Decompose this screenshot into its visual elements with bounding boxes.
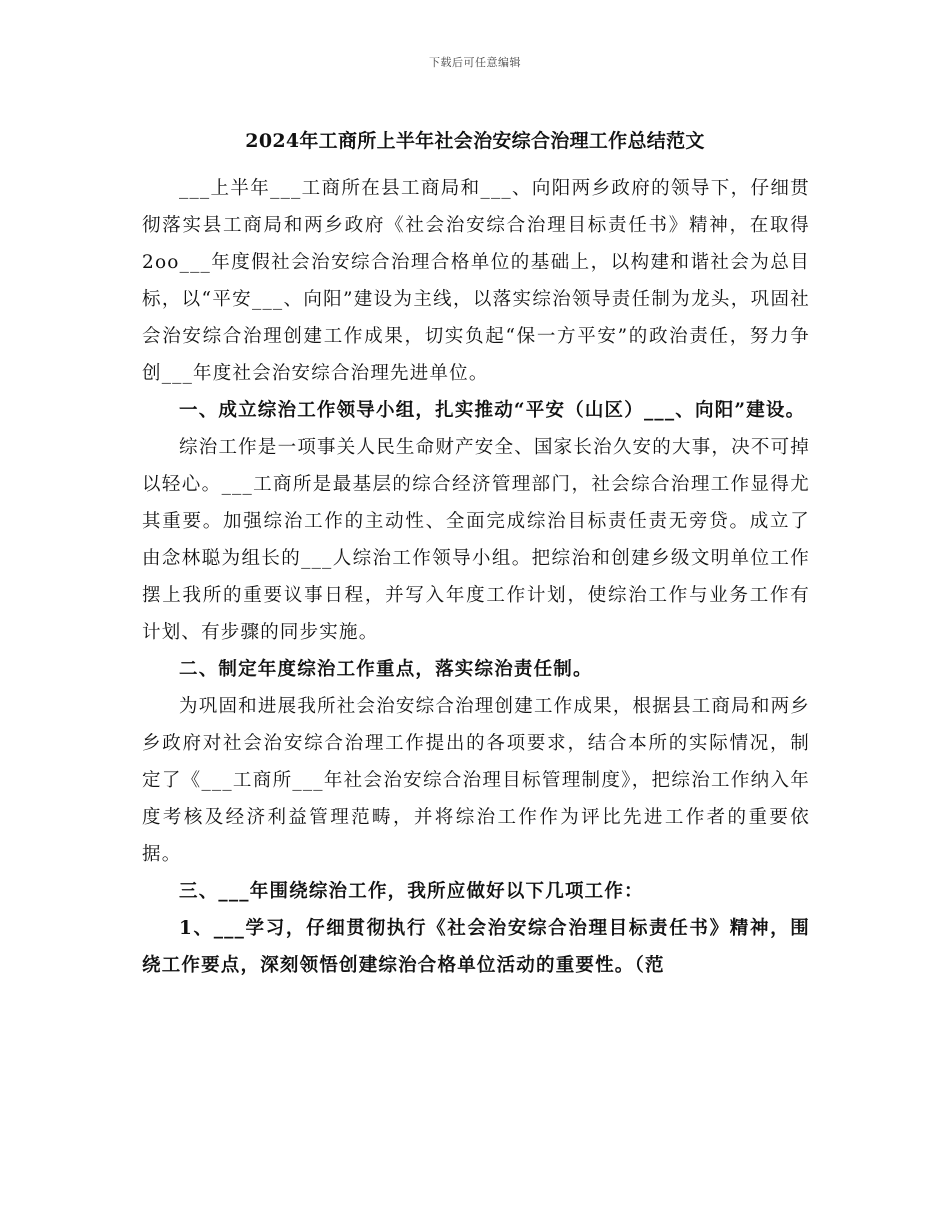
paragraph: ___上半年___工商所在县工商局和___、向阳两乡政府的领导下，仔细贯彻落实县工商局和两乡政府《社会治安综合治理目标责任书》精神，在取得2oo___年度假社会治安综合治理合格单位的基础上，以构建和谐社会为总目标，以“平安___、向阳”建设为主线，以落实综治领导责任制为龙头，巩固社会治安综合治理创建工作成果，切实负起“保一方平安”的政治责任，努力争创___年度社会治安综合治理先进单位。 [142,178,810,384]
document-body [142,170,810,984]
paragraph: 为巩固和进展我所社会治安综合治理创建工作成果，根据县工商局和两乡乡政府对社会治安综合治理工作提出的各项要求，结合本所的实际情况，制定了《___工商所___年社会治安综合治理目标管理制度》，把综治工作纳入年度考核及经济利益管理范畴，并将综治工作作为评比先进工作者的重要依据。 [142,696,810,865]
subsection-heading: 1、___学习，仔细贯彻执行《社会治安综合治理目标责任书》精神，围绕工作要点，深刻领悟创建综治合格单位活动的重要性。（范 [142,918,810,976]
paragraph: 综治工作是一项事关人民生命财产安全、国家长治久安的大事，决不可掉以轻心。___工商所是最基层的综合经济管理部门，社会综合治理工作显得尤其重要。加强综治工作的主动性、全面完成综治目标责任责无旁贷。成立了由念林聪为组长的___人综治工作领导小组。把综治和创建乡级文明单位工作摆上我所的重要议事日程，并写入年度工作计划，使综治工作与业务工作有计划、有步骤的同步实施。 [142,437,810,643]
document-title: 2024年工商所上半年社会治安综合治理工作总结范文 [245,130,705,152]
header-note: 下载后可任意编辑 [429,56,521,69]
section-heading: 一、成立综治工作领导小组，扎实推动“平安（山区）___、向阳”建设。 [179,400,806,421]
section-heading: 二、制定年度综治工作重点，落实综治责任制。 [179,659,593,680]
section-heading: 三、___年围绕综治工作，我所应做好以下几项工作： [179,881,644,902]
